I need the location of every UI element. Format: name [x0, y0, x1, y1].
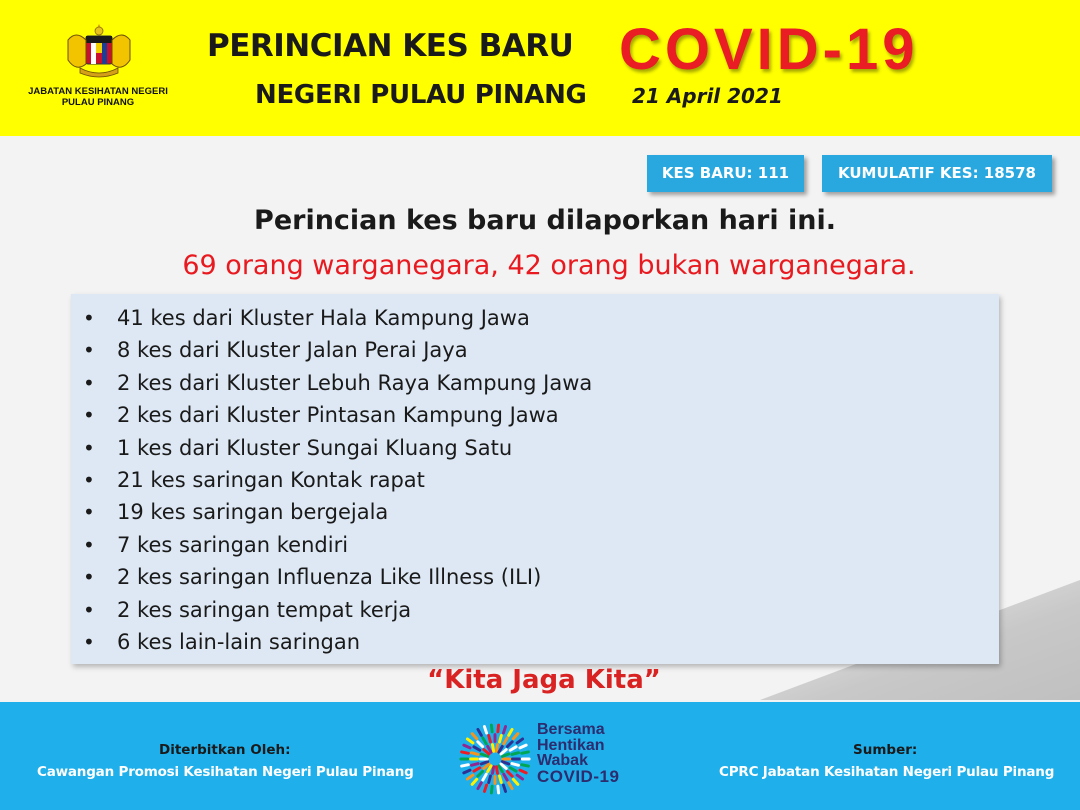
- list-item: • 2 kes saringan tempat kerja: [71, 594, 999, 626]
- header-banner: [0, 0, 1080, 136]
- publisher-name: Cawangan Promosi Kesihatan Negeri Pulau Pinang: [37, 764, 414, 780]
- list-item: • 6 kes lain-lain saringan: [71, 626, 999, 658]
- bullet-icon: •: [83, 338, 95, 363]
- bullet-icon: •: [83, 370, 95, 395]
- nationality-summary: 69 orang warganegara, 42 orang bukan warganegara.: [182, 250, 916, 281]
- footer-banner: [0, 702, 1080, 810]
- cumulative-cases-badge: KUMULATIF KES: 18578: [822, 155, 1052, 192]
- slogan: “Kita Jaga Kita”: [427, 665, 661, 695]
- bullet-icon: •: [83, 532, 95, 557]
- report-date: 21 April 2021: [632, 84, 783, 108]
- list-item: • 2 kes dari Kluster Pintasan Kampung Jawa: [71, 399, 999, 431]
- bullet-icon: •: [83, 467, 95, 492]
- bullet-icon: •: [83, 629, 95, 654]
- bullet-icon: •: [83, 500, 95, 525]
- bullet-icon: •: [83, 565, 95, 590]
- list-item: • 1 kes dari Kluster Sungai Kluang Satu: [71, 432, 999, 464]
- list-item: • 21 kes saringan Kontak rapat: [71, 464, 999, 496]
- case-breakdown-list: [71, 294, 999, 658]
- summary-headline: Perincian kes baru dilaporkan hari ini.: [254, 205, 836, 236]
- new-cases-badge: KES BARU: 111: [647, 155, 804, 192]
- list-item: • 2 kes dari Kluster Lebuh Raya Kampung Jawa: [71, 367, 999, 399]
- source-name: CPRC Jabatan Kesihatan Negeri Pulau Pinang: [719, 764, 1055, 780]
- source-label: Sumber:: [853, 742, 918, 758]
- bullet-icon: •: [83, 597, 95, 622]
- list-item: • 8 kes dari Kluster Jalan Perai Jaya: [71, 334, 999, 366]
- bullet-icon: •: [83, 306, 95, 330]
- covid-heading: COVID-19: [619, 17, 919, 82]
- page-subtitle: NEGERI PULAU PINANG: [255, 80, 587, 110]
- campaign-logo-text: Bersama Hentikan Wabak COVID-19: [537, 721, 620, 786]
- publisher-label: Diterbitkan Oleh:: [159, 742, 291, 758]
- bullet-icon: •: [83, 435, 95, 460]
- list-item: • 7 kes saringan kendiri: [71, 529, 999, 561]
- campaign-logo-icon: [456, 720, 534, 798]
- list-item: • 41 kes dari Kluster Hala Kampung Jawa: [71, 302, 999, 334]
- bullet-icon: •: [83, 403, 95, 428]
- list-item: • 19 kes saringan bergejala: [71, 496, 999, 528]
- case-breakdown-panel: [71, 294, 999, 664]
- list-item: • 2 kes saringan Influenza Like Illness (ILI): [71, 561, 999, 593]
- coat-of-arms-icon: [58, 22, 140, 82]
- page-title: PERINCIAN KES BARU: [207, 28, 574, 64]
- department-name: JABATAN KESIHATAN NEGERI PULAU PINANG: [28, 86, 168, 108]
